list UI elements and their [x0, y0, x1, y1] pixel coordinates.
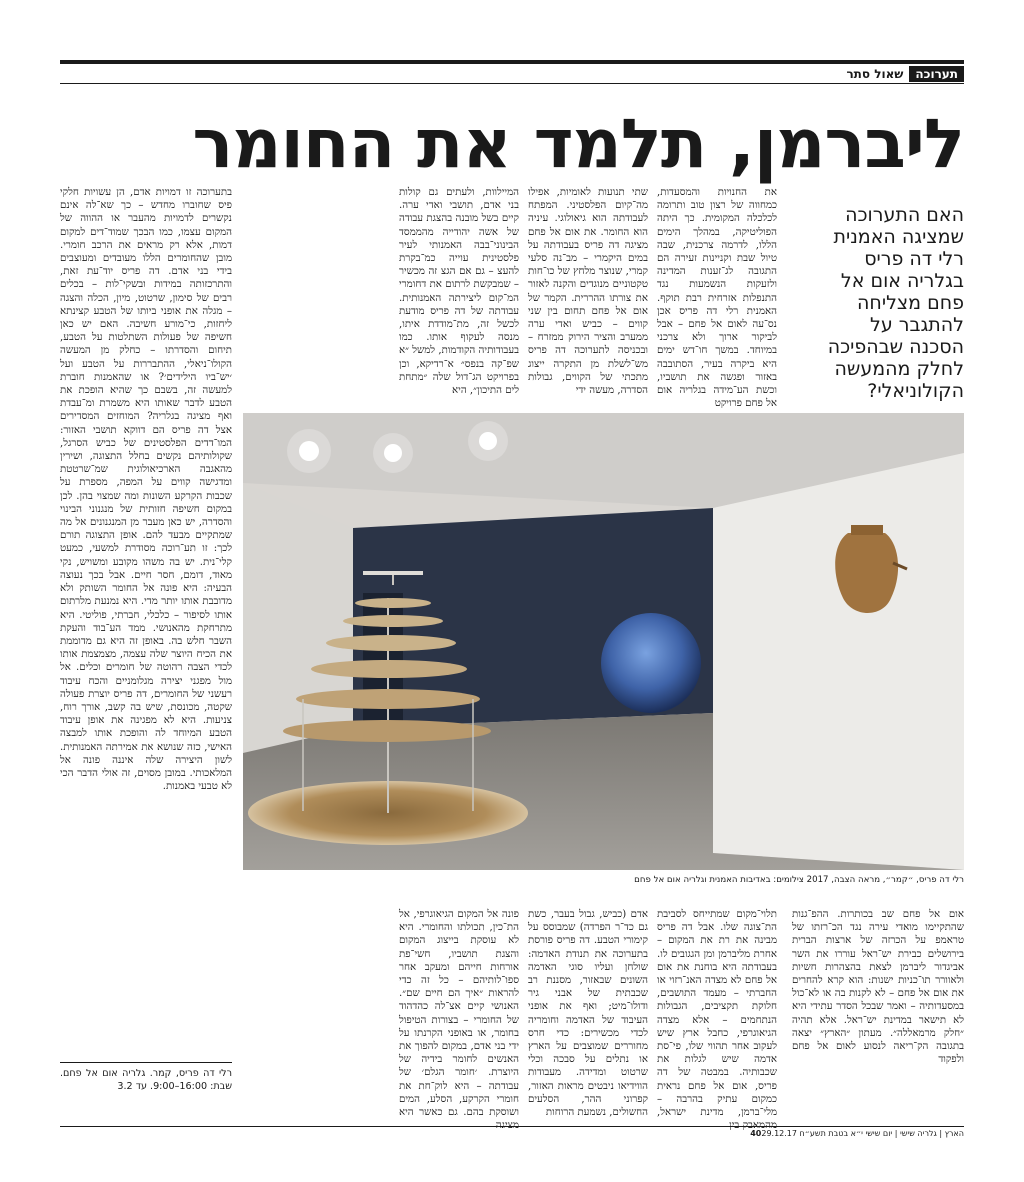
body-column-upper-3 [399, 186, 519, 404]
body-column-upper-2 [528, 186, 648, 404]
body-text: שתי תנועות לאומיות, אפילו מה־קיום הפלסטיני. המפתח לעבודתה הוא גיאולוגי. עיניה הוא החומר. את אום אל פחם מציגה דה פריס בעבודתה על במים היקמרי – מב־נה סלעי קמרי, שנוצר מלחץ של כו־חות טקטוניים מנוגדים והקנה לאזור את צורתו ההררית. הקמר של אום אל פחם תחום בין שני קווים – כביש ואדי ערה ממערב והציר הירוק ממזרח – ובכניסה לתערוכה דה פריס מש־לשלת מן התקרה ייצוג מתכתי של הקווים, גבולות הסדרה, מעשה ידי [528, 187, 648, 397]
exhibition-photo [243, 413, 964, 870]
body-text: אדם (כביש, גבול בעבר, כשת גם כד־ר הפרדה) שמבוסס על קימורי הטבע. דה פריס פורסת בתערוכה את תנודת האדמה: שולחן ועליו סוגי האדמה השונים שבאזור, מסננת רב שכבתית של אבני גיר ודולו־מיט; ואף את אופני העיבוד של האדמה וחומריה לכדי מכשירים: כדי חרס מחוררים שמוצבים על הארץ או נתלים על סבכה וכלי שרטוט ומדידה. מעבודות הווידיאו ניבטים מראות האזור, קפרוני ההר, הסלעים החשולים, נשמעת הרוחות [528, 909, 648, 1119]
body-text: פונה אל המקום הגיאוגרפי, אל הת־כין, תכולתו והחומרי. היא לא עוסקת בייצוג המקום והצגת תושביו, חשי־פת אורחות חייהם ומעקב אחר ספו־לותיהם – כל זה כדי להראות ״איך הם חיים שם״. האנושי קיים אצ־לה כהדהוד של החומרי – בצורות הטיפול בחומר, או באופני הקרנתו על ידי בני אדם, במקום להפוך את האנשים לחומר בידיה של היוצרת. ׳חומר הגלם׳ של עבודתה – היא לוק־חת את חומרי הקרקע, הסלע, המים ושוסקת בהם. גם כאשר היא מציגה [399, 909, 519, 1132]
body-column-lower-4 [399, 908, 519, 1132]
body-column-lower-1 [792, 908, 964, 1118]
thin-rule [60, 83, 964, 84]
section-tag: תערוכה [909, 66, 964, 82]
info-box [60, 1062, 232, 1102]
body-column-lower-3 [528, 908, 648, 1118]
headline: ליברמן, תלמד את החומר [192, 105, 964, 184]
body-text: המיילוות, ולעתים גם קולות בני אדם, תושבי ואדי ערה. קיים בשל מובנה בהצגת עבודה של אשה יהודייה מהממסד הבינוני־בבה האמנותי לעיר פלסטינית עוייה כמ־בקרת להעצ – גם אם הגצ זה מכשיר – שמבקשת לרתום את דחומרי המ־קום ליצירתה האמנותית. עבודתה של דה פריס מודעת לכשל זה, מת־מודדת איתו, מנסה לעקוף אותו. כמו בעבודותיה הקודמות, למשל ״א שפ־קה בנפס״ א־רדיקא, וכן בפרויקט הג־דול שלה ״מתחת לים התיכון״, היא [399, 187, 519, 397]
top-rule [60, 60, 964, 64]
body-text: בתערוכה זו דמויות אדם, הן עשויות חלקי פיס שחוברו מחדש – כך שא־לה אינם נקשרים לדמויות מהעבר או ההווה של המקום עצמו, כמו הבכך שמוד־דים למקום דמות, אלא רק מראים את הרכב חומרי. מובן שהחומרים הללו מעובדים ומעוצבים בידי בני אדם. דה פריס יוד־עת זאת, והתרכזותה במידות ובשקי־לות – בכלים רבים של סימון, שרטוט, מיון, הכלה והצגה – מגלה את אופני ביותו של הטבע קצינתא ליחזות, כי־מורע חשיבה. האם יש כאן חשיפה של פעולות השתלטות על הטבע, תיחום והסדרתו – כחלק מן המעשה הקולו־ניאלי, ההתבררות על הטבע ועל ׳יש־ביו הילידים׳? או שהאמנות חוברת למעשה זה, בשבם כך שהיא הופכת את הטבע לדבר שאותו היא משמרת ומ־עבדת ואף מציגה בגלריה? המוחזים המסדירים אצל דה פריס הם דווקא תושבי האזור: המו־דדים הפלסטינים של כביש הסרגל, שקולותיהם נקשים בחלל התצוגה, ושירין מהאגבה הארכיאולוגית שמ־שרטטת ומדגישה קווים על המפה, מספרת על שכבות הקרקע השונות ומה שמצוי בהן. לכן במקום חשיפה חזותית של מנגנוני הבינוי והסדרה, יש כאן מעבר מן המנגנונים אל מה שמתקיים מבעד להם. אופן התצוגה תורם לכך: זו תע־רוכה מסודרת למשעי, כמעט קלי־נית. יש בה משהו מקובע ומשויש, נקי מאוד, דומם, חסר חיים. אבל בכך נעוצה הבעיה: היא פונה אל החומר השותק ולא מדובבת אותו יותר מדי. היא נמנעת מלרתום אותו לסיפור – כלכלי, חברתי, פוליטי. היא מתרחקת מהאנושי. ממד הע־בוד והעקת השבר חלש בה. באופן זה היא גם מדוממת את הכיח היוצר שלה עצמה, מצמצמת אותו לכדי הצבה רהוטה של חומרים וכלים. אל מול מפגני יצירה מגלומניים והכח עיבוד רעשני של החומרים, דה פריס יוצרת פעולה שקטה, מכונסת, שיש בה קשב, אורך רוח, צניעות. היא לא מפגינה את אופן עיבוד הטבע המיוחד לה והופכת אותו למבצה האישי, כזה שנושא את אמירתה האמנותית. לשון היצירה שלה איננה פונה אל המלאכותי. במובן מסוים, זה אולי הדבר הכי לא טבעי באמנות. [60, 187, 232, 793]
body-text: תלוי־מקום שמתייחס לסביבת הת־צוגה שלו. אבל דה פריס מבינה את רת את המקום – אחרת מליברמן ומן הגגובים לו. בעבודתה היא בוחנת את אום אל פחם לא מצדה האנ־רזוי או החברתי – מעמד התושבים, חלוקת תקציבים, הגבולות הנתחמים – אלא מצדה הגיאוגרפי, כחבל ארץ שיש לעקוב אחר תהווי שלו, פי־סת אדמה שיש לגלות את שכבותיה. במבטה של דה פריס, אום אל פחם נראית כמקום עתיק בהרבה – מלי־ברמן, מדינת ישראל, מהמאבק בין [657, 909, 777, 1132]
page-footer [60, 1126, 964, 1138]
page-number: 40 [750, 1129, 762, 1138]
body-text: את החנויות והמסעדות, כמחווה של רצון טוב ותרומה לכלכלה המקומית. כך היתה הפוליטיקה, במהלך הימים הללו, לדרמה צרכנית, שבה טיול שבת וקניינות זעירה הם התגובה לג־זענות המדינה ולזעקות הנשמעות נגד התנפלות אזרחית רבת תוקף. האמנית רלי דה פריס אכן נס־עה לאום אל פחם – אבל לביקור ארוך ולא צרכני במיוחד. במשך חו־דש ימים היא ביקרה בעיר, הסתובבה באזור ופגשה את תושביו, וכשת הע־מידה בגלריה אום אל פחם פרויקט [657, 187, 777, 410]
info-text: רלי דה פריס, קמר. גלריה אום אל פחם. שבת: 16:00–9:00. עד 3.2 [60, 1068, 232, 1092]
section-bar [846, 66, 964, 82]
section-author: שאול סתר [846, 67, 904, 81]
photo-caption: רלי דה פריס, ״קמר״, מראה הצבה, 2017 צילומים: באדיבות האמנית וגלריה אום אל פחם [634, 875, 964, 885]
body-column-left [60, 186, 232, 1054]
body-text: אום אל פחם שב בכותרות. ההפ־גנות שהתקיימו מואדי עירה נגד הכ־רזתו של טראמפ על הכרזה של ארצות הברית בירושלים כבירת יש־ראל עוררו את השר אביגדור ליברמן לצאת בהצהרות חשיות ולאוורר תו־כניות ישנות: הוא קרא להחרים את אום אל פחם – לא לקנות בה או לא־כול במסעדותיה – ואמר שבכל הסדר עתידי היא לא תישאר במדינת יש־ראל. אלא תהיה ״חלק מרמאללה״. מעתון ״הארץ״ יצאה בתגובה הק־ריאה לנסוע לאום אל פחם ולפקוד [792, 909, 964, 1066]
footer-text: הארץ | גלריה שישי | יום שישי י״א בטבת תשע״ח 29.12.17 [761, 1129, 964, 1138]
body-column-upper-1 [657, 186, 777, 410]
subhead: האם התערוכה שמציגה האמנית רלי דה פריס בגלריה אום אל פחם מצליחה להתגבר על הסכנה שבהפיכה לחלק מהמעשה הקולוניאלי? [827, 204, 964, 402]
body-column-lower-2 [657, 908, 777, 1132]
